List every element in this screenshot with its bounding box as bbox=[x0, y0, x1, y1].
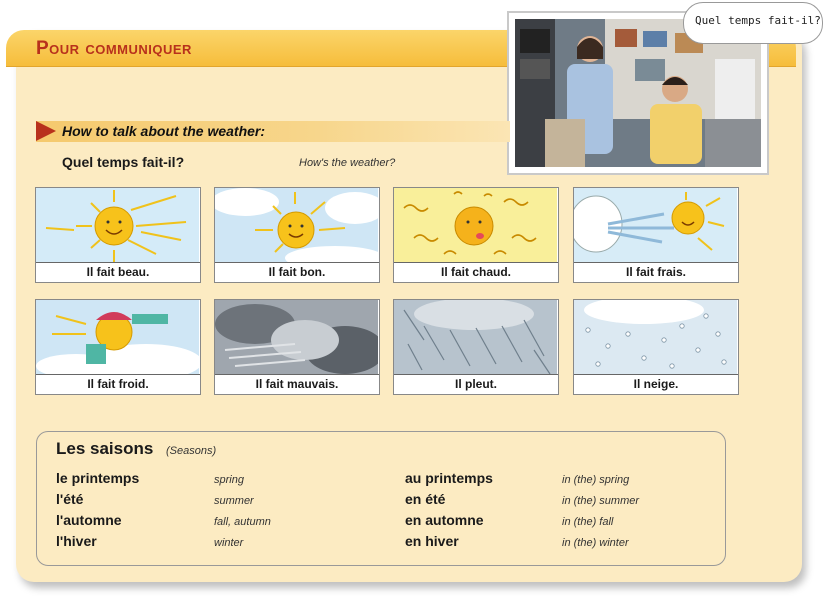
season-phrase-en: in (the) summer bbox=[562, 495, 640, 507]
sunny-icon bbox=[36, 188, 199, 264]
question-english: How's the weather? bbox=[299, 157, 396, 169]
season-phrase-fr: en été bbox=[405, 491, 446, 507]
season-en: fall, autumn bbox=[214, 516, 271, 528]
speech-bubble-text: Quel temps fait-il? bbox=[695, 14, 821, 27]
season-phrase-fr: au printemps bbox=[405, 470, 493, 486]
weather-tile bbox=[393, 187, 559, 283]
seasons-subtitle: (Seasons) bbox=[166, 445, 217, 457]
season-phrase-fr: en hiver bbox=[405, 533, 459, 549]
cold-sun-icon bbox=[36, 300, 199, 376]
season-phrase-en: in (the) spring bbox=[562, 474, 630, 486]
weather-tile bbox=[214, 187, 380, 283]
season-en: summer bbox=[214, 495, 254, 507]
weather-tile bbox=[573, 299, 739, 395]
header-title: Pour communiquer bbox=[36, 38, 192, 59]
season-phrase-fr: en automne bbox=[405, 512, 484, 528]
snow-icon bbox=[574, 300, 737, 376]
weather-caption: Il fait mauvais. bbox=[215, 374, 379, 394]
weather-tile bbox=[573, 187, 739, 283]
weather-caption: Il fait chaud. bbox=[394, 262, 558, 282]
weather-caption: Il pleut. bbox=[394, 374, 558, 394]
wind-sun-icon bbox=[574, 188, 737, 264]
weather-caption: Il fait froid. bbox=[36, 374, 200, 394]
subhead-text: How to talk about the weather: bbox=[62, 123, 266, 139]
season-fr: l'automne bbox=[56, 512, 122, 528]
weather-tile bbox=[214, 299, 380, 395]
season-fr: le printemps bbox=[56, 470, 140, 486]
weather-caption: Il fait beau. bbox=[36, 262, 200, 282]
weather-tile bbox=[35, 187, 201, 283]
sun-clouds-icon bbox=[215, 188, 378, 264]
season-phrase-en: in (the) winter bbox=[562, 537, 629, 549]
weather-caption: Il fait bon. bbox=[215, 262, 379, 282]
triangle-bullet-icon bbox=[36, 121, 56, 141]
season-fr: l'hiver bbox=[56, 533, 97, 549]
storm-clouds-icon bbox=[215, 300, 378, 376]
weather-caption: Il fait frais. bbox=[574, 262, 738, 282]
weather-tile bbox=[393, 299, 559, 395]
season-phrase-en: in (the) fall bbox=[562, 516, 614, 528]
season-en: winter bbox=[214, 537, 244, 549]
season-en: spring bbox=[214, 474, 244, 486]
seasons-title: Les saisons bbox=[56, 439, 154, 458]
hot-sun-icon bbox=[394, 188, 557, 264]
weather-caption: Il neige. bbox=[574, 374, 738, 394]
season-fr: l'été bbox=[56, 491, 84, 507]
weather-tile bbox=[35, 299, 201, 395]
question-french: Quel temps fait-il? bbox=[62, 154, 185, 170]
rain-icon bbox=[394, 300, 557, 376]
